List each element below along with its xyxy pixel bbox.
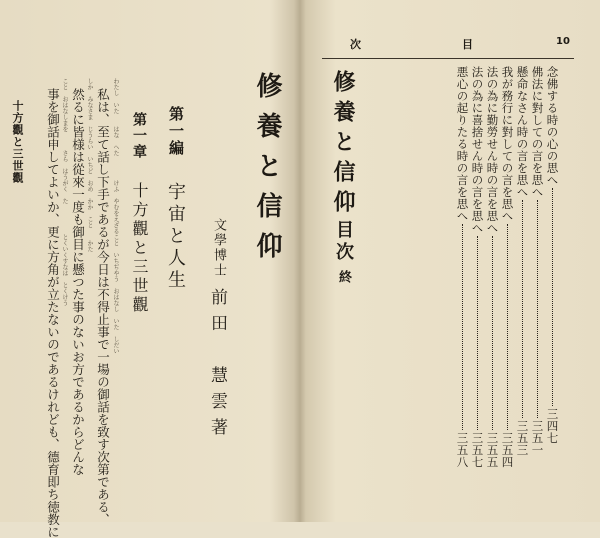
- toc-entry[interactable]: [546, 66, 558, 444]
- toc-leader: [507, 224, 508, 430]
- toc-leader: [537, 200, 538, 418]
- toc-title-main: 修養と信仰: [330, 70, 356, 220]
- toc-entry[interactable]: [486, 66, 498, 468]
- header-label-left: 次: [350, 38, 361, 51]
- toc-entry[interactable]: [471, 66, 483, 468]
- part-label: 第一編: [167, 106, 185, 157]
- chapter-label: 第一章: [131, 112, 147, 160]
- toc-entry[interactable]: [501, 66, 513, 468]
- toc-book-title: [332, 70, 354, 291]
- toc-entry-title: 懸命なさん時の言を思へ: [515, 66, 530, 198]
- part-title: 宇宙と人生: [165, 182, 186, 292]
- chapter-title: 十方觀と三世觀: [130, 182, 149, 315]
- toc-entry-page: 三五七: [470, 432, 485, 468]
- toc-entry[interactable]: [456, 66, 468, 468]
- toc-entry-page: 三五八: [455, 432, 470, 468]
- toc-entry-page: 三四七: [545, 408, 560, 444]
- toc-entry[interactable]: [516, 66, 528, 456]
- ruby-line-1: わたし いた はな へた けふ やむをえざること いちぢやう おはなし いた しだい: [112, 78, 119, 354]
- body-line-3: 事を御話申してよいか、更に方角が立たないのであるけれども、德育即ち徳教に: [45, 88, 61, 538]
- author-title: 文學博士: [211, 218, 226, 278]
- toc-entry-page: 三五四: [500, 432, 515, 468]
- toc-entry-page: 三五三: [515, 420, 530, 456]
- body-line-2: 然るに皆様は從來一度も御目に懸つた事のないお方であるからどんな: [70, 88, 86, 476]
- page-number: 10: [556, 36, 570, 47]
- toc-leader: [492, 236, 493, 430]
- toc-leader: [462, 224, 463, 430]
- toc-entry[interactable]: [531, 66, 543, 456]
- header-rule: [322, 58, 574, 59]
- ruby-line-3: こと おはなしまを さら はうがく た とくいくすなは とくけう: [61, 78, 68, 306]
- ruby-line-2: しか みなさま じうらい いちど おめ かか こと かた: [86, 78, 93, 252]
- toc-entry-title: 法の為に勤勞せん時の言を思へ: [485, 66, 500, 234]
- header-label-middle: 目: [462, 38, 473, 51]
- author-name: 前田 慧雲著: [207, 288, 227, 444]
- toc-entry-title: 法の為に喜捨せん時の言を思へ: [470, 66, 485, 234]
- toc-entry-title: 佛法に對しての言を思へ: [530, 66, 545, 198]
- chapter-page-book-title: 修養と信仰: [252, 72, 282, 272]
- body-line-1: 私は、至て話し下手であるが今日は不得止事で一場の御話を致す次第である、: [95, 88, 111, 526]
- toc-title-end: 終: [336, 270, 351, 291]
- toc-title-suffix: 目次: [333, 220, 354, 264]
- toc-leader: [522, 200, 523, 418]
- running-head: 十方觀と三世觀: [11, 100, 24, 184]
- toc-leader: [552, 188, 553, 406]
- toc-leader: [477, 236, 478, 430]
- toc-entry-title: 念佛する時の心の思へ: [545, 66, 560, 186]
- toc-entry-title: 我が務行に對しての言を思へ: [500, 66, 515, 222]
- toc-entry-page: 三五五: [485, 432, 500, 468]
- toc-entry-page: 三五一: [530, 420, 545, 456]
- toc-entry-title: 悪心の起りたる時の言を思へ: [455, 66, 470, 222]
